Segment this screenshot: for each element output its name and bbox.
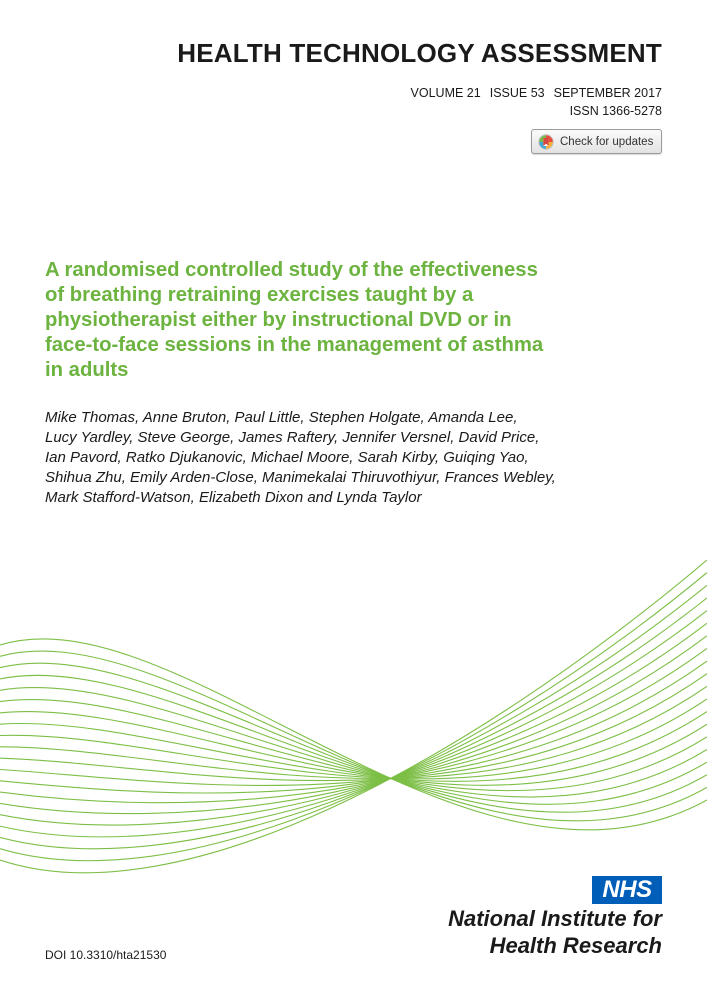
title-line: in adults xyxy=(45,359,129,381)
check-for-updates-button[interactable] xyxy=(531,129,662,154)
issn-label: ISSN 1366-5278 xyxy=(569,104,662,118)
author-line: Mark Stafford-Watson, Elizabeth Dixon and Lynda Taylor xyxy=(45,489,422,506)
issue-label: ISSUE 53 xyxy=(489,86,545,100)
author-line: Lucy Yardley, Steve George, James Raftery, Jennifer Versnel, David Price, xyxy=(45,429,540,446)
title-line: face-to-face sessions in the management of asthma xyxy=(45,334,544,356)
wave-line xyxy=(0,648,707,793)
author-list xyxy=(45,408,675,508)
check-for-updates-label: Check for updates xyxy=(560,135,654,148)
org-name-line: Health Research xyxy=(489,933,662,958)
date-label: SEPTEMBER 2017 xyxy=(553,86,662,100)
title-line: A randomised controlled study of the effectiveness xyxy=(45,259,538,281)
wave-line xyxy=(0,585,707,848)
nhs-logo: NHS xyxy=(592,876,662,904)
crossmark-icon xyxy=(538,134,554,150)
issue-info xyxy=(411,86,662,100)
wave-line xyxy=(0,611,707,826)
wave-line xyxy=(0,700,707,791)
title-line: of breathing retraining exercises taught by a xyxy=(45,284,474,306)
wave-line xyxy=(0,623,707,813)
journal-title: HEALTH TECHNOLOGY ASSESSMENT xyxy=(177,38,662,68)
volume-label: VOLUME 21 xyxy=(410,86,481,100)
article-title xyxy=(45,258,635,383)
wave-line xyxy=(0,560,707,873)
doi-label: DOI 10.3310/hta21530 xyxy=(45,948,167,962)
author-line: Ian Pavord, Ratko Djukanovic, Michael Moore, Sarah Kirby, Guiqing Yao, xyxy=(45,449,529,466)
title-line: physiotherapist either by instructional DVD or in xyxy=(45,309,512,331)
wave-line xyxy=(0,675,707,804)
wave-line xyxy=(0,573,707,861)
organization-name xyxy=(448,905,662,959)
wave-line xyxy=(0,598,707,837)
author-line: Mike Thomas, Anne Bruton, Paul Little, Stephen Holgate, Amanda Lee, xyxy=(45,409,518,426)
org-name-line: National Institute for xyxy=(448,906,662,931)
author-line: Shihua Zhu, Emily Arden-Close, Manimekalai Thiruvothiyur, Frances Webley, xyxy=(45,469,556,486)
